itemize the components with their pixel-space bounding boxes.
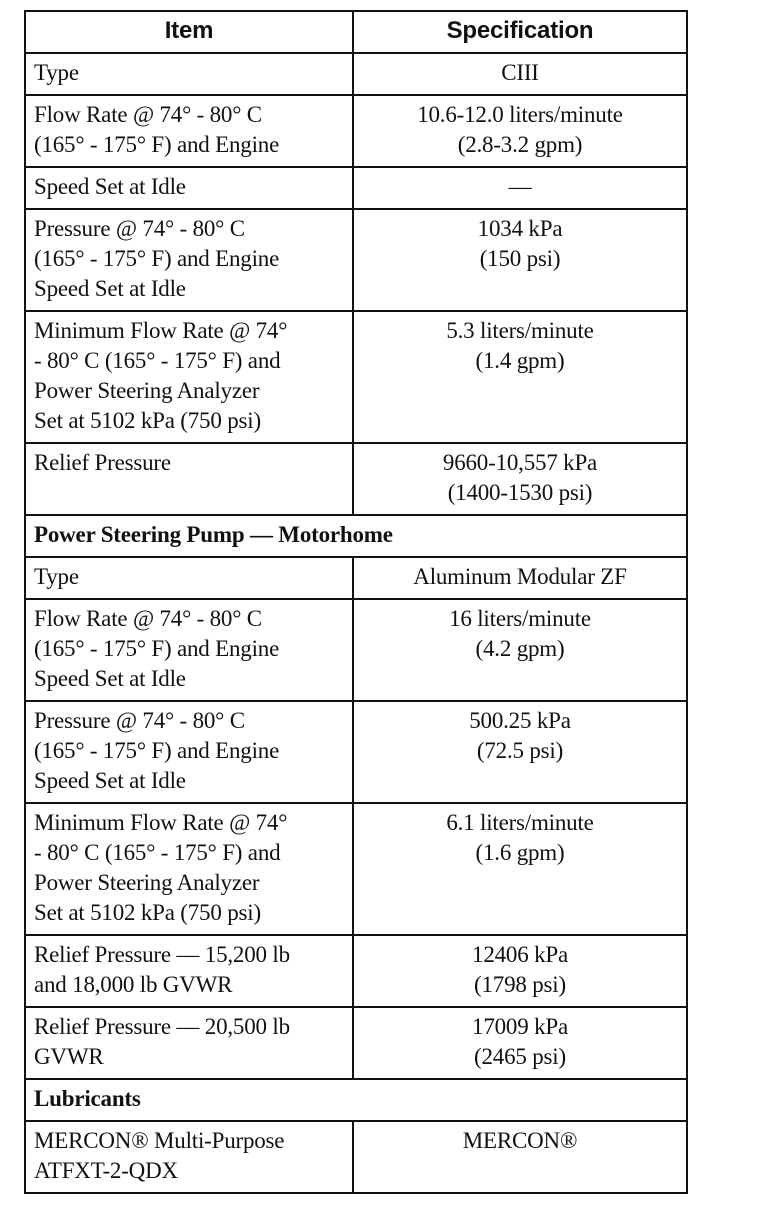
- specification-text: (72.5 psi): [476, 738, 564, 763]
- item-text: Minimum Flow Rate @ 74°: [34, 318, 288, 343]
- specification-cell: [353, 935, 687, 1007]
- item-text: (165° - 175° F) and Engine: [34, 738, 280, 763]
- specification-cell: [353, 1007, 687, 1079]
- item-cell: [25, 209, 353, 311]
- specification-text: Aluminum Modular ZF: [413, 564, 627, 589]
- table-body: [25, 53, 687, 1193]
- item-text: Type: [34, 60, 79, 85]
- table-row: [25, 311, 687, 443]
- item-cell: [25, 1121, 353, 1193]
- item-text: (165° - 175° F) and Engine: [34, 246, 280, 271]
- specification-cell: [353, 1121, 687, 1193]
- specification-text: (1.6 gpm): [475, 840, 565, 865]
- table-row: [25, 443, 687, 515]
- specification-text: (1798 psi): [474, 972, 566, 997]
- item-text: (165° - 175° F) and Engine: [34, 132, 280, 157]
- item-cell: [25, 599, 353, 701]
- specification-text: 9660-10,557 kPa: [442, 450, 598, 475]
- specification-cell: [353, 701, 687, 803]
- item-text: ATFXT-2-QDX: [34, 1158, 178, 1183]
- item-text: Pressure @ 74° - 80° C: [34, 216, 245, 241]
- specification-cell: [353, 803, 687, 935]
- section-heading: Lubricants: [25, 1079, 687, 1121]
- specification-column-header: Specification: [353, 11, 687, 53]
- specification-cell: [353, 599, 687, 701]
- item-text: Type: [34, 564, 79, 589]
- table-row: [25, 701, 687, 803]
- specification-text: (150 psi): [479, 246, 561, 271]
- item-text: Relief Pressure — 20,500 lb: [34, 1014, 290, 1039]
- table-row: [25, 557, 687, 599]
- item-text: Set at 5102 kPa (750 psi): [34, 408, 261, 433]
- item-cell: [25, 167, 353, 209]
- specification-table: [24, 10, 688, 1194]
- specification-text: (1400-1530 psi): [447, 480, 593, 505]
- specification-cell: [353, 53, 687, 95]
- item-text: - 80° C (165° - 175° F) and: [34, 348, 281, 373]
- item-cell: [25, 557, 353, 599]
- item-text: Speed Set at Idle: [34, 174, 186, 199]
- table-row: [25, 209, 687, 311]
- item-text: Relief Pressure: [34, 450, 171, 475]
- item-text: Set at 5102 kPa (750 psi): [34, 900, 261, 925]
- specification-text: 16 liters/minute: [449, 606, 591, 631]
- specification-cell: [353, 557, 687, 599]
- specification-cell: [353, 209, 687, 311]
- item-text: Flow Rate @ 74° - 80° C: [34, 606, 262, 631]
- table-row: [25, 167, 687, 209]
- specification-text: (4.2 gpm): [475, 636, 565, 661]
- specification-cell: [353, 167, 687, 209]
- specification-text: 500.25 kPa: [469, 708, 571, 733]
- specification-cell: [353, 311, 687, 443]
- specification-text: (2.8-3.2 gpm): [457, 132, 583, 157]
- specification-text: 6.1 liters/minute: [446, 810, 594, 835]
- item-text: Minimum Flow Rate @ 74°: [34, 810, 288, 835]
- item-text: Relief Pressure — 15,200 lb: [34, 942, 290, 967]
- table-row: [25, 935, 687, 1007]
- item-cell: [25, 935, 353, 1007]
- table-row: [25, 1007, 687, 1079]
- header-row: [25, 11, 687, 53]
- item-column-header: Item: [25, 11, 353, 53]
- table-header: [25, 11, 687, 53]
- section-heading: Power Steering Pump — Motorhome: [25, 515, 687, 557]
- item-text: Power Steering Analyzer: [34, 870, 260, 895]
- item-cell: [25, 95, 353, 167]
- item-text: Speed Set at Idle: [34, 276, 186, 301]
- specification-text: —: [508, 174, 532, 199]
- item-text: Pressure @ 74° - 80° C: [34, 708, 245, 733]
- item-text: (165° - 175° F) and Engine: [34, 636, 280, 661]
- specification-text: 17009 kPa: [472, 1014, 568, 1039]
- item-text: Power Steering Analyzer: [34, 378, 260, 403]
- specification-cell: [353, 95, 687, 167]
- table-row: [25, 599, 687, 701]
- item-cell: [25, 53, 353, 95]
- item-cell: [25, 311, 353, 443]
- specification-text: (2465 psi): [474, 1044, 566, 1069]
- item-text: Flow Rate @ 74° - 80° C: [34, 102, 262, 127]
- item-text: and 18,000 lb GVWR: [34, 972, 233, 997]
- table-row: [25, 1121, 687, 1193]
- table-row: [25, 53, 687, 95]
- specification-text: 12406 kPa: [472, 942, 568, 967]
- specification-cell: [353, 443, 687, 515]
- specification-text: 10.6-12.0 liters/minute: [417, 102, 623, 127]
- specification-text: MERCON®: [462, 1128, 578, 1153]
- item-text: - 80° C (165° - 175° F) and: [34, 840, 281, 865]
- table-row: [25, 95, 687, 167]
- specification-text: 1034 kPa: [477, 216, 563, 241]
- item-text: Speed Set at Idle: [34, 768, 186, 793]
- item-text: Speed Set at Idle: [34, 666, 186, 691]
- item-cell: [25, 701, 353, 803]
- section-row: [25, 1079, 687, 1121]
- specification-text: 5.3 liters/minute: [446, 318, 594, 343]
- section-row: [25, 515, 687, 557]
- table-row: [25, 803, 687, 935]
- item-cell: [25, 803, 353, 935]
- item-text: MERCON® Multi-Purpose: [34, 1128, 285, 1153]
- specification-text: (1.4 gpm): [475, 348, 565, 373]
- specification-text: CIII: [501, 60, 539, 85]
- item-cell: [25, 443, 353, 515]
- item-cell: [25, 1007, 353, 1079]
- item-text: GVWR: [34, 1044, 104, 1069]
